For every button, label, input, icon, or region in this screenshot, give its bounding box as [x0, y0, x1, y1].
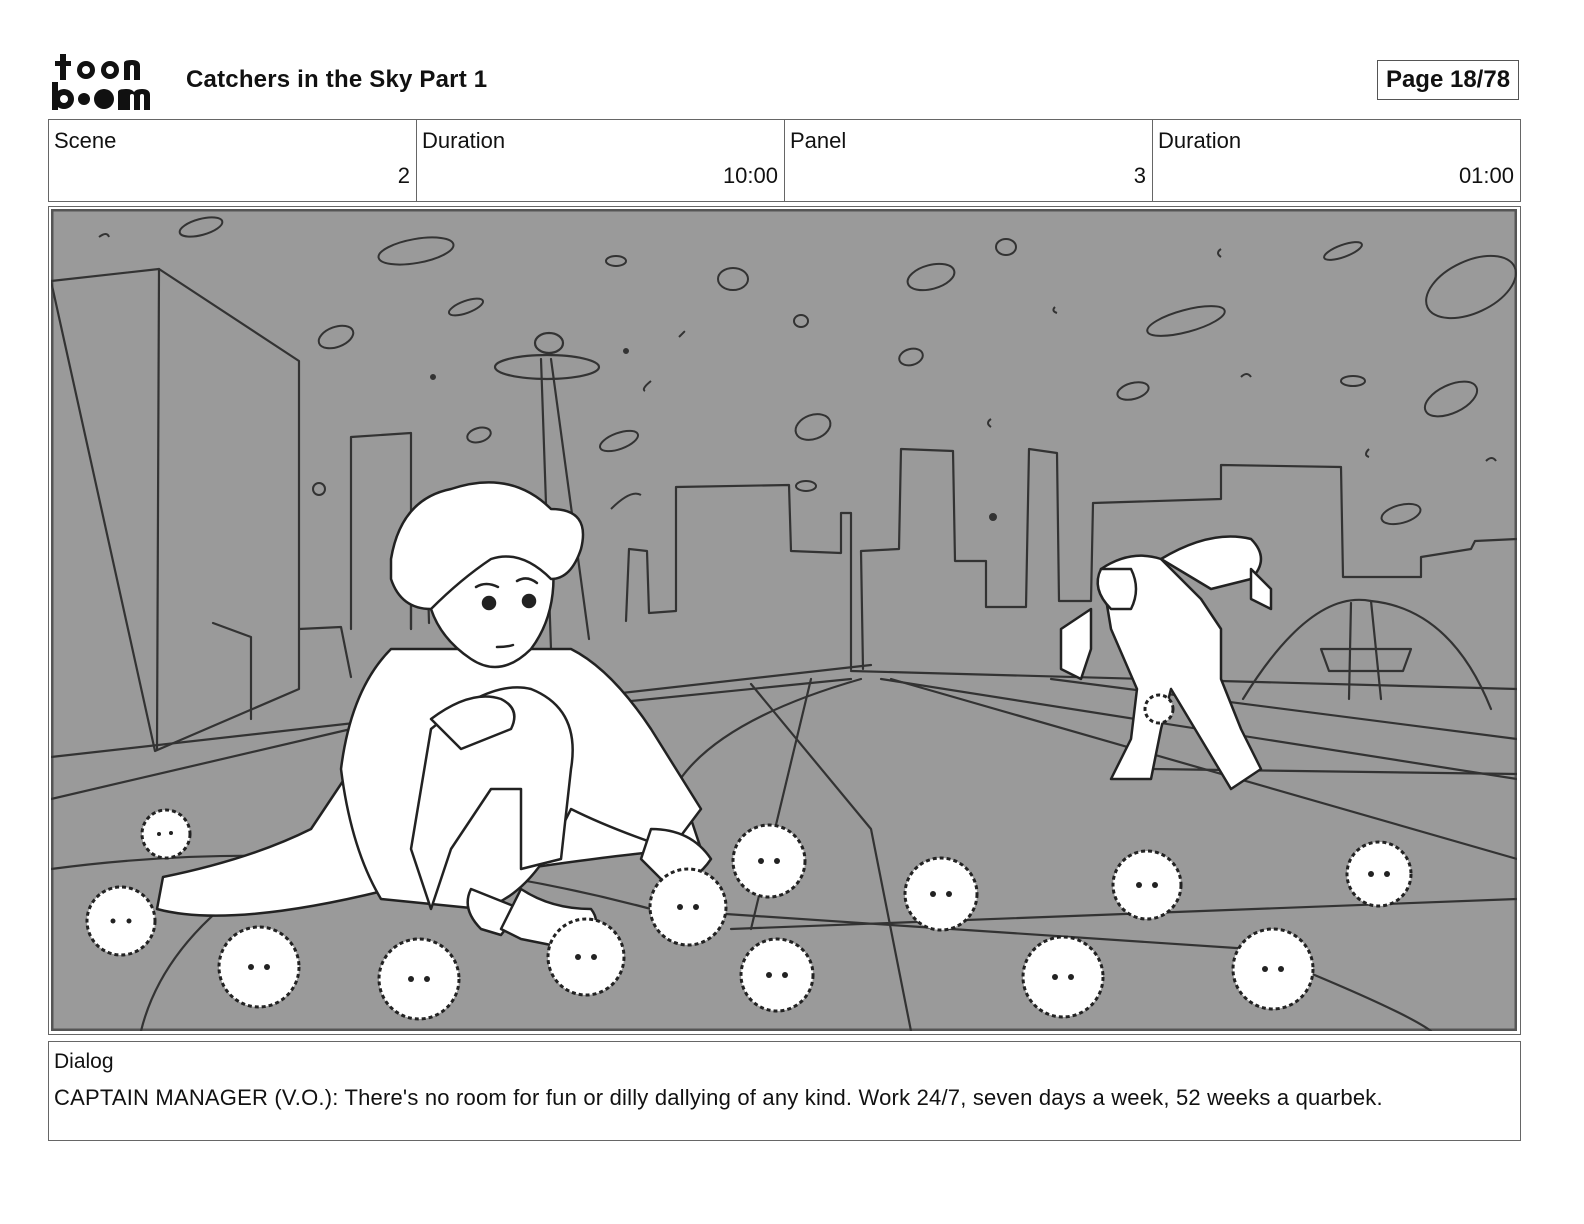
storyboard-title: Catchers in the Sky Part 1 [186, 66, 488, 93]
scene-duration-value: 10:00 [722, 163, 778, 188]
page-number: Page 18/78 [1377, 60, 1519, 100]
panel-cell [785, 120, 1153, 201]
panel-value: 3 [1133, 163, 1146, 188]
scene-info-table [48, 119, 1521, 202]
logo-mark-icon [52, 54, 150, 110]
scene-cell [49, 120, 417, 201]
panel-duration-cell [1153, 120, 1520, 201]
dialog-box [48, 1041, 1521, 1141]
dialog-text: CAPTAIN MANAGER (V.O.): There's no room for fun or dilly dallying of any kind. Work 24/7, seven days a week, 52 weeks a quarbek. [54, 1085, 1383, 1110]
panel-label: Panel [790, 128, 847, 153]
panel-duration-label: Duration [1158, 128, 1242, 153]
storyboard-panel [48, 206, 1521, 1035]
scene-value: 2 [397, 163, 410, 188]
panel-drawing [51, 209, 1517, 1031]
panel-duration-value: 01:00 [1458, 163, 1514, 188]
scene-label: Scene [54, 128, 117, 153]
scene-duration-label: Duration [422, 128, 506, 153]
dialog-label: Dialog [54, 1050, 114, 1073]
toon-boom-logo [52, 52, 162, 112]
scene-duration-cell [417, 120, 785, 201]
